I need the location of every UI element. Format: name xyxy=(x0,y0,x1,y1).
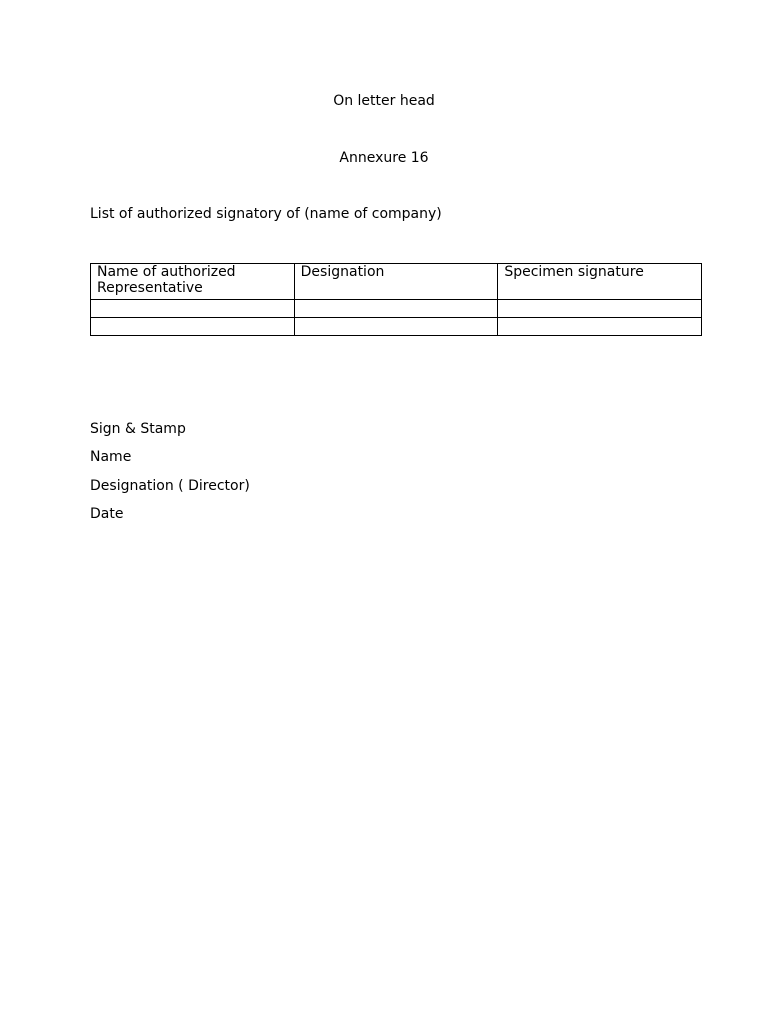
table-row xyxy=(91,300,702,318)
table-header-cell: Designation xyxy=(294,264,498,300)
designation-label: Designation ( Director) xyxy=(90,478,250,494)
list-heading: List of authorized signatory of (name of company) xyxy=(90,206,442,222)
table-header-cell: Specimen signature xyxy=(498,264,702,300)
table-cell xyxy=(91,300,295,318)
signatory-table xyxy=(90,263,702,336)
sign-stamp-label: Sign & Stamp xyxy=(90,421,186,437)
table-cell xyxy=(294,318,498,336)
table-cell xyxy=(498,300,702,318)
date-label: Date xyxy=(90,506,124,522)
letterhead-note: On letter head xyxy=(333,93,435,109)
table-header-cell: Name of authorized Representative xyxy=(91,264,295,300)
table-header-row xyxy=(91,264,702,300)
name-label: Name xyxy=(90,449,132,465)
table-cell xyxy=(294,300,498,318)
annexure-title: Annexure 16 xyxy=(339,150,429,166)
table-cell xyxy=(91,318,295,336)
table-cell xyxy=(498,318,702,336)
table-row xyxy=(91,318,702,336)
